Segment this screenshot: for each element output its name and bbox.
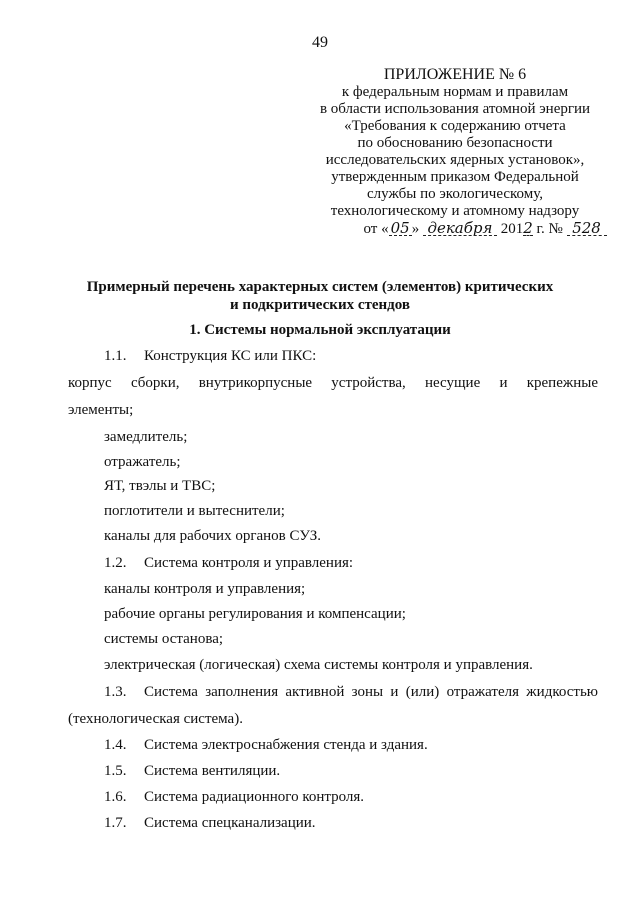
handwritten-month: декабря [423, 220, 497, 237]
handwritten-year-digit: 2 [523, 219, 533, 237]
list-item [104, 683, 598, 701]
list-item [104, 736, 598, 754]
item-number: 1.1. [104, 348, 127, 364]
list-item: отражатель; [104, 454, 181, 470]
item-number: 1.4. [104, 737, 127, 753]
list-item: поглотители и вытеснители; [104, 503, 285, 519]
page-number: 49 [312, 34, 328, 51]
date-gr: г. № [536, 221, 563, 237]
date-year-prefix: 201 [500, 221, 524, 237]
list-item: ЯТ, твэлы и ТВС; [104, 478, 216, 494]
list-item [104, 347, 598, 365]
list-item: замедлитель; [104, 429, 188, 445]
list-item: корпус сборки, внутрикорпусные устройства, несущие и крепежные [68, 375, 598, 391]
date-mid: » [411, 221, 420, 237]
item-number: 1.3. [104, 684, 127, 700]
appendix-line: к федеральным нормам и правилам [341, 84, 569, 100]
item-text: Система заполнения активной зоны и (или) отражателя жидкостью [144, 684, 598, 700]
handwritten-order-number: 528 [567, 220, 607, 237]
item-text: Система радиационного контроля. [144, 789, 365, 805]
appendix-title: ПРИЛОЖЕНИЕ № 6 [383, 66, 527, 83]
list-item: каналы контроля и управления; [104, 581, 306, 597]
document-title-line1: Примерный перечень характерных систем (элементов) критических [86, 279, 554, 295]
order-date-line [350, 220, 620, 238]
item-text: Система электроснабжения стенда и здания. [144, 737, 428, 753]
list-item [104, 814, 598, 832]
item-number: 1.7. [104, 815, 127, 831]
list-item [104, 554, 598, 572]
handwritten-day: 05 [390, 219, 410, 237]
item-text: Система контроля и управления: [144, 555, 354, 571]
item-text: Система вентиляции. [144, 763, 281, 779]
list-item: (технологическая система). [68, 711, 243, 727]
appendix-line: технологическому и атомному надзору [330, 203, 580, 219]
item-text: Конструкция КС или ПКС: [144, 348, 317, 364]
item-number: 1.5. [104, 763, 127, 779]
list-item: рабочие органы регулирования и компенсации; [104, 606, 406, 622]
list-item [104, 788, 598, 806]
appendix-line: в области использования атомной энергии [319, 101, 591, 117]
list-item: электрическая (логическая) схема системы контроля и управления. [104, 657, 533, 673]
appendix-line: исследовательских ядерных установок», [325, 152, 585, 168]
list-item: элементы; [68, 402, 134, 418]
date-prefix: от « [363, 221, 389, 237]
appendix-line: «Требования к содержанию отчета [344, 118, 566, 134]
section-title: 1. Системы нормальной эксплуатации [189, 322, 451, 338]
item-number: 1.6. [104, 789, 127, 805]
document-title-line2: и подкритических стендов [230, 297, 410, 313]
appendix-line: по обоснованию безопасности [357, 135, 553, 151]
list-item [104, 762, 598, 780]
item-number: 1.2. [104, 555, 127, 571]
appendix-line: службы по экологическому, [367, 186, 543, 202]
item-text: Система спецканализации. [144, 815, 316, 831]
appendix-block [290, 66, 620, 238]
list-item: каналы для рабочих органов СУЗ. [104, 528, 322, 544]
appendix-line: утвержденным приказом Федеральной [331, 169, 579, 185]
list-item: системы останова; [104, 631, 224, 647]
